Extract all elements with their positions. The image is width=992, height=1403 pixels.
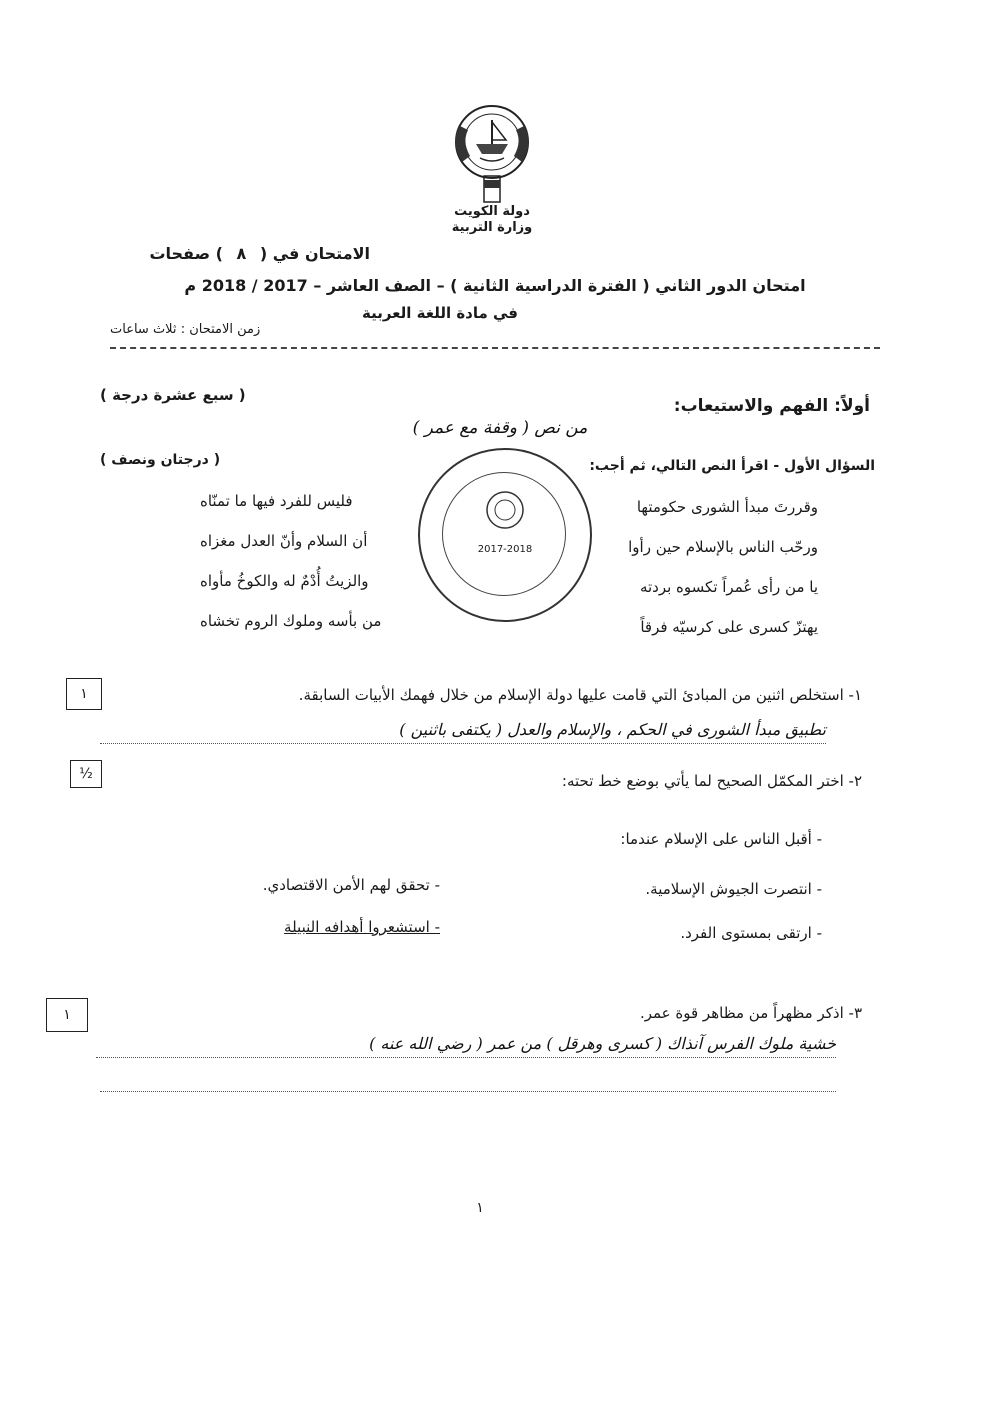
poem-line-2-right: ورحّب الناس بالإسلام حين رأوا	[628, 538, 818, 556]
pages-suffix: ) صفحات	[149, 244, 223, 263]
question-2-option-4: - استشعروا أهدافه النبيلة	[284, 918, 440, 936]
poem-line-3-left: والزيتُ أُدْمٌ له والكوخُ مأواه	[200, 572, 369, 590]
poem-line-1-right: وقررتَ مبدأ الشورى حكومتها	[636, 498, 818, 516]
ministry-name: وزارة التربية	[451, 220, 533, 235]
country-name: دولة الكويت	[454, 204, 530, 219]
page-number: ١	[476, 1200, 484, 1216]
question-2-score-box: ½	[70, 760, 102, 788]
kuwait-emblem-icon	[440, 96, 544, 204]
question-2-option-1: - انتصرت الجيوش الإسلامية.	[645, 880, 822, 898]
official-stamp	[418, 448, 592, 622]
pages-number: ٨	[236, 244, 247, 263]
header-separator	[110, 347, 880, 349]
poem-line-3-right: يا من رأى عُمراً تكسوه بردته	[639, 578, 818, 596]
question-3-score-box: ١	[46, 998, 88, 1032]
pages-prefix: الامتحان في (	[259, 244, 370, 263]
question-3-answer: خشية ملوك الفرس آنذاك ( كسرى وهرقل ) من عمر ( رضي الله عنه )	[96, 1034, 836, 1058]
stamp-year: 2017-2018	[477, 544, 533, 555]
question-2-stem: - أقبل الناس على الإسلام عندما:	[620, 830, 822, 848]
section-title: أولاً: الفهم والاستيعاب:	[673, 396, 870, 416]
question-1-marks: ( درجتان ونصف )	[100, 452, 221, 468]
question-1-intro: السؤال الأول - اقرأ النص التالي، ثم أجب:	[589, 458, 875, 474]
exam-title: امتحان الدور الثاني ( الفترة الدراسية الثانية ) – الصف العاشر – 2017 / 2018 م	[184, 276, 806, 295]
poem-line-2-left: أن السلام وأنّ العدل مغزاه	[200, 532, 368, 550]
question-1-text: ١- استخلص اثنين من المبادئ التي قامت عليها دولة الإسلام من خلال فهمك الأبيات السابقة.	[298, 686, 862, 704]
stamp-emblem-icon	[483, 488, 527, 532]
question-1-answer: تطبيق مبدأ الشورى في الحكم ، والإسلام والعدل ( يكتفى باثنين )	[100, 720, 826, 744]
question-1-score-box: ١	[66, 678, 102, 710]
question-2-option-3: - ارتقى بمستوى الفرد.	[680, 924, 822, 942]
handwritten-text-source: من نص ( وقفة مع عمر )	[412, 418, 588, 438]
poem-line-4-left: من بأسه وملوك الروم تخشاه	[200, 612, 382, 630]
question-3-answer-line-2	[100, 1090, 836, 1092]
section-marks: ( سبع عشرة درجة )	[100, 386, 246, 404]
subject-line: في مادة اللغة العربية	[361, 304, 519, 322]
question-2-text: ٢- اختر المكمّل الصحيح لما يأتي بوضع خط تحته:	[561, 772, 862, 790]
question-3-text: ٣- اذكر مظهراً من مظاهر قوة عمر.	[639, 1004, 862, 1022]
poem-line-1-left: فليس للفرد فيها ما تمنّاه	[200, 492, 353, 510]
question-2-option-2: - تحقق لهم الأمن الاقتصادي.	[262, 876, 440, 894]
exam-time: زمن الامتحان : ثلاث ساعات	[110, 322, 261, 337]
poem-line-4-right: يهتزّ كسرى على كرسيّه فرقاً	[640, 618, 818, 636]
pages-count-line	[150, 244, 370, 263]
